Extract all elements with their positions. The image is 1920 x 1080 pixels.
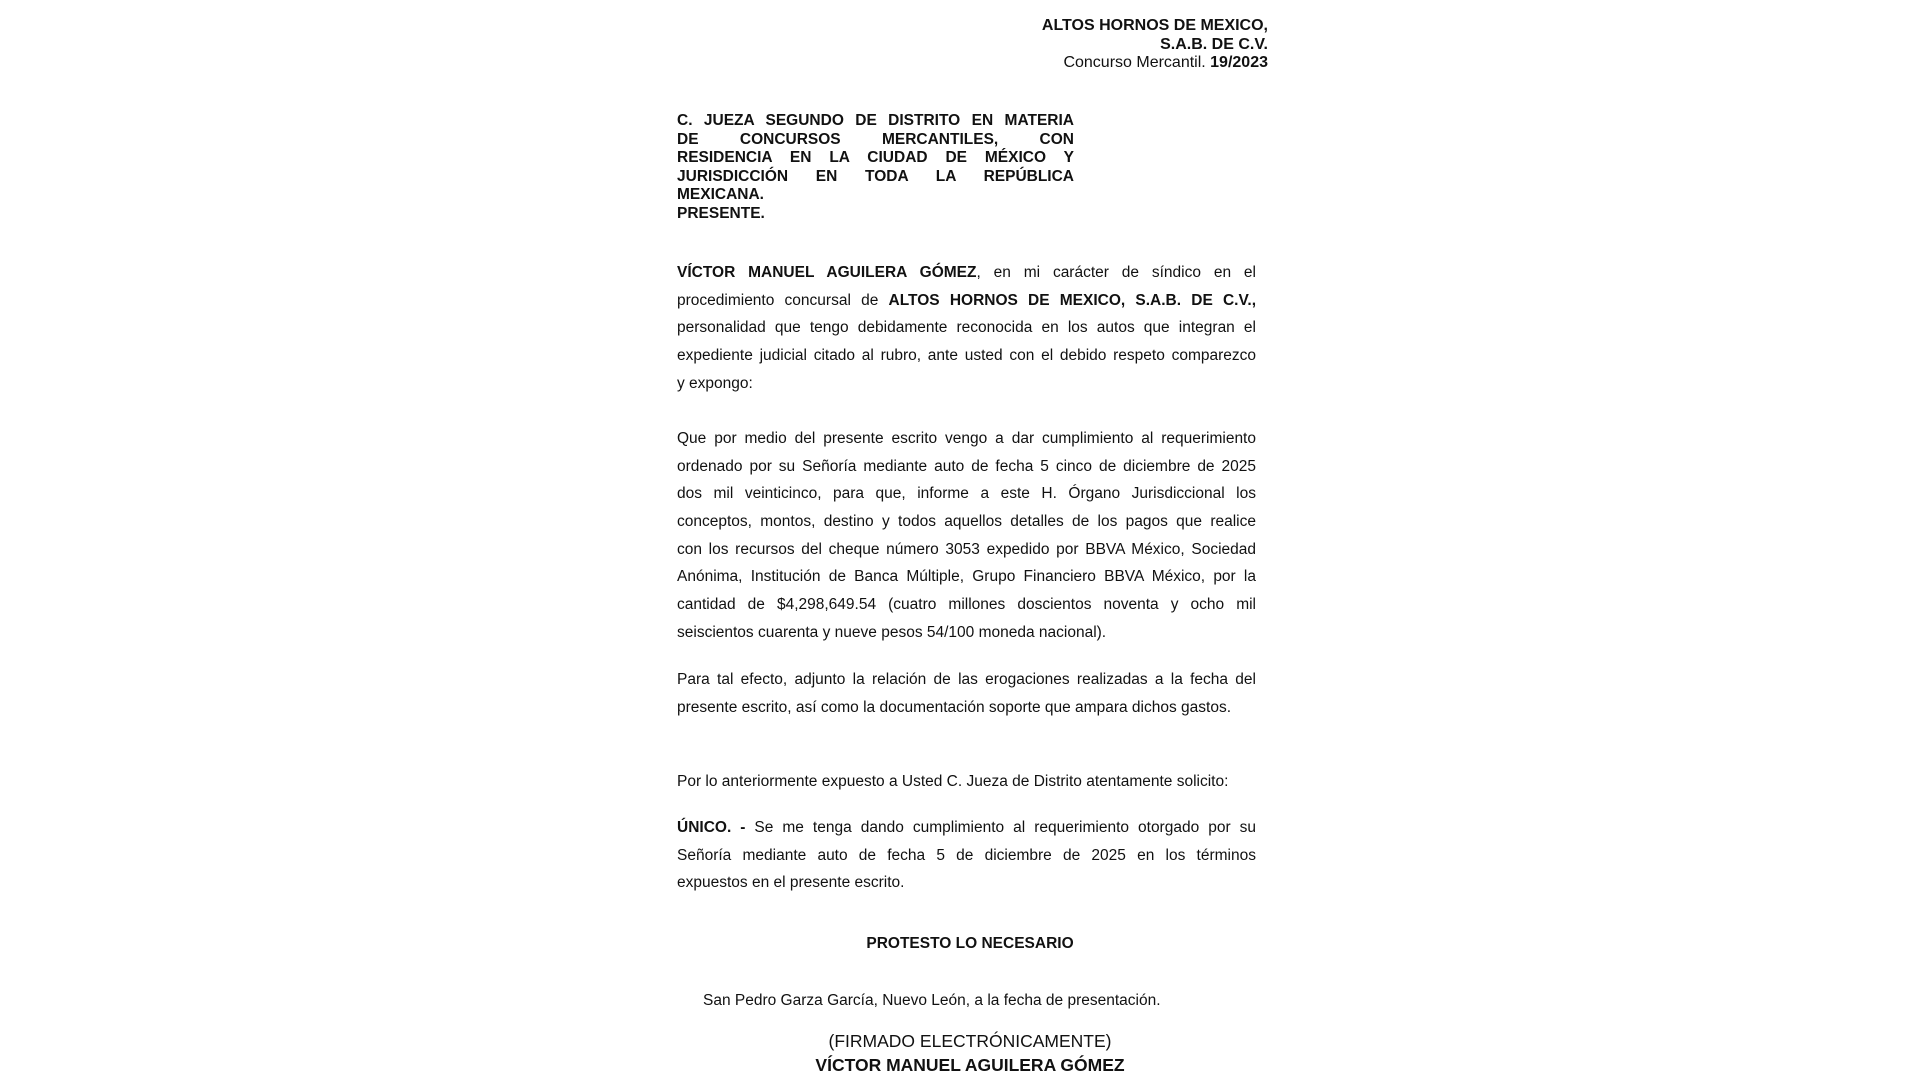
attachment-line: Para tal efecto, adjunto la relación de las erogaciones realizadas a la fecha del [677,671,1256,688]
compliance-line: Que por medio del presente escrito vengo a dar cumplimiento al requerimiento [677,430,1256,447]
petition-line: expuestos en el presente escrito. [677,874,905,892]
addressee-line: JURISDICCIÓN EN TODA LA REPÚBLICA [677,167,1074,185]
intro-line: VÍCTOR MANUEL AGUILERA GÓMEZ, en mi carácter de síndico en el [677,264,1256,281]
intro-line: personalidad que tengo debidamente reconocida en los autos que integran el [677,319,1256,337]
debtor-name: ALTOS HORNOS DE MEXICO, S.A.B. DE C.V., [888,291,1257,309]
petition-paragraph [677,814,1256,897]
petition-label: ÚNICO. - [677,819,746,836]
addressee-line: DE CONCURSOS MERCANTILES, CON [677,130,1074,148]
protest-heading: PROTESTO LO NECESARIO [866,935,1074,952]
addressee-line: MEXICANA. [677,186,764,203]
compliance-line: cantidad de $4,298,649.54 (cuatro millones doscientos noventa y ocho mil [677,596,1256,614]
case-label: Concurso Mercantil. [1063,54,1211,71]
company-name-line1: ALTOS HORNOS DE MEXICO, [1041,17,1268,34]
compliance-line: dos mil veinticinco, para que, informe a este H. Órgano Jurisdiccional los [677,485,1256,503]
place-date: San Pedro Garza García, Nuevo León, a la fecha de presentación. [703,992,1161,1009]
electronic-signature-note: (FIRMADO ELECTRÓNICAMENTE) [828,1031,1112,1051]
addressee-line: RESIDENCIA EN LA CIUDAD DE MÉXICO Y [677,149,1074,166]
request-intro-line: Por lo anteriormente expuesto a Usted C. Jueza de Distrito atentamente solicito: [677,773,1229,790]
compliance-paragraph [677,425,1256,647]
company-name-line2: S.A.B. DE C.V. [1160,35,1268,53]
case-reference [1042,54,1268,73]
addressee-block [677,112,1074,223]
intro-line: procedimiento concursal de ALTOS HORNOS DE MEXICO, S.A.B. DE C.V., [677,291,1257,309]
compliance-line: ordenado por su Señoría mediante auto de fecha 5 cinco de diciembre de 2025 [677,457,1256,475]
addressee-line: C. JUEZA SEGUNDO DE DISTRITO EN MATERIA [677,112,1074,129]
case-header [1042,17,1268,73]
compliance-line: Anónima, Institución de Banca Múltiple, Grupo Financiero BBVA México, por la [677,568,1256,586]
signer-name: VÍCTOR MANUEL AGUILERA GÓMEZ [815,1055,1125,1075]
petition-line: Señoría mediante auto de fecha 5 de diciembre de 2025 en los términos [677,846,1256,864]
intro-line: expediente judicial citado al rubro, ante usted con el debido respeto comparezco [677,347,1256,365]
syndic-name: VÍCTOR MANUEL AGUILERA GÓMEZ [677,264,977,281]
compliance-line: con los recursos del cheque número 3053 expedido por BBVA México, Sociedad [677,540,1256,558]
petition-line: ÚNICO. - Se me tenga dando cumplimiento al requerimiento otorgado por su [677,819,1256,836]
compliance-line: seiscientos cuarenta y nueve pesos 54/100 moneda nacional). [677,623,1107,641]
case-number: 19/2023 [1210,54,1268,71]
intro-paragraph [677,259,1256,397]
compliance-line: conceptos, montos, destino y todos aquellos detalles de los pagos que realice [677,513,1256,531]
attachment-paragraph [677,666,1256,721]
addressee-presente: PRESENTE. [677,204,765,222]
attachment-line: presente escrito, así como la documentación soporte que ampara dichos gastos. [677,698,1232,716]
request-intro [677,768,1256,796]
intro-line: y expongo: [677,374,753,392]
